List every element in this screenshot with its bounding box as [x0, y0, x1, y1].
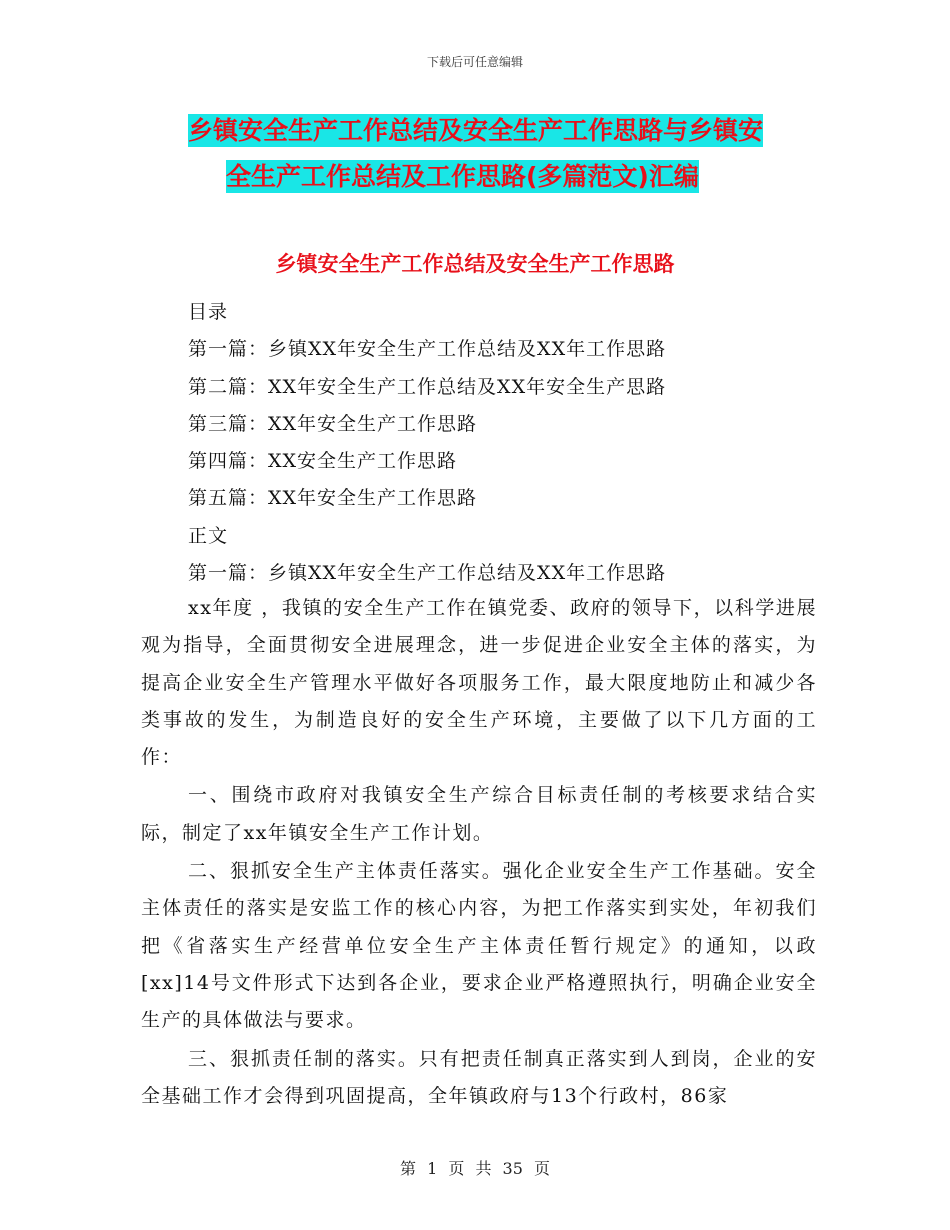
- first-article-heading: 第一篇：乡镇XX年安全生产工作总结及XX年工作思路: [188, 562, 667, 585]
- paragraph: 三、狠抓责任制的落实。只有把责任制真正落实到人到岗，企业的安全基础工作才会得到巩固提高，全年镇政府与13个行政村，86家: [141, 1047, 817, 1107]
- toc-item: 第四篇：XX安全生产工作思路: [188, 450, 458, 473]
- paragraph: xx年度 ，我镇的安全生产工作在镇党委、政府的领导下，以科学进展观为指导，全面贯彻安全进展理念，进一步促进企业安全主体的落实，为提高企业安全生产管理水平做好各项服务工作，最大限度地防止和减少各类事故的发生，为制造良好的安全生产环境，主要做了以下几方面的工作：: [141, 597, 817, 769]
- title-line-2-text: 全生产工作总结及工作思路(多篇范文)汇编: [226, 162, 699, 191]
- document-title: [188, 108, 808, 200]
- paragraph: 一、围绕市政府对我镇安全生产综合目标责任制的考核要求结合实际，制定了xx年镇安全生产工作计划。: [141, 784, 817, 844]
- table-of-contents: [188, 294, 828, 592]
- toc-item: 第五篇：XX年安全生产工作思路: [188, 487, 478, 510]
- toc-heading: 目录: [188, 301, 229, 323]
- header-note: 下载后可任意编辑: [426, 55, 523, 69]
- article-body: [141, 590, 817, 1115]
- paragraph: 二、狠抓安全生产主体责任落实。强化企业安全生产工作基础。安全主体责任的落实是安监工作的核心内容，为把工作落实到实处，年初我们把《省落实生产经营单位安全生产主体责任暂行规定》的通知，以政[xx]14号文件形式下达到各企业，要求企业严格遵照执行，明确企业安全生产的具体做法与要求。: [141, 860, 817, 1032]
- page-footer: 第 1 页 共 35 页: [400, 1159, 550, 1178]
- title-line-1-text: 乡镇安全生产工作总结及安全生产工作思路与乡镇安: [188, 116, 764, 145]
- toc-item: 第三篇：XX年安全生产工作思路: [188, 412, 478, 435]
- toc-item: 第二篇：XX年安全生产工作总结及XX年安全生产思路: [188, 375, 667, 398]
- title-line-2: [188, 154, 808, 200]
- toc-item: 第一篇：乡镇XX年安全生产工作总结及XX年工作思路: [188, 338, 667, 361]
- title-line-1: [188, 108, 808, 154]
- body-heading: 正文: [188, 524, 229, 547]
- section-title: 乡镇安全生产工作总结及安全生产工作思路: [275, 252, 675, 276]
